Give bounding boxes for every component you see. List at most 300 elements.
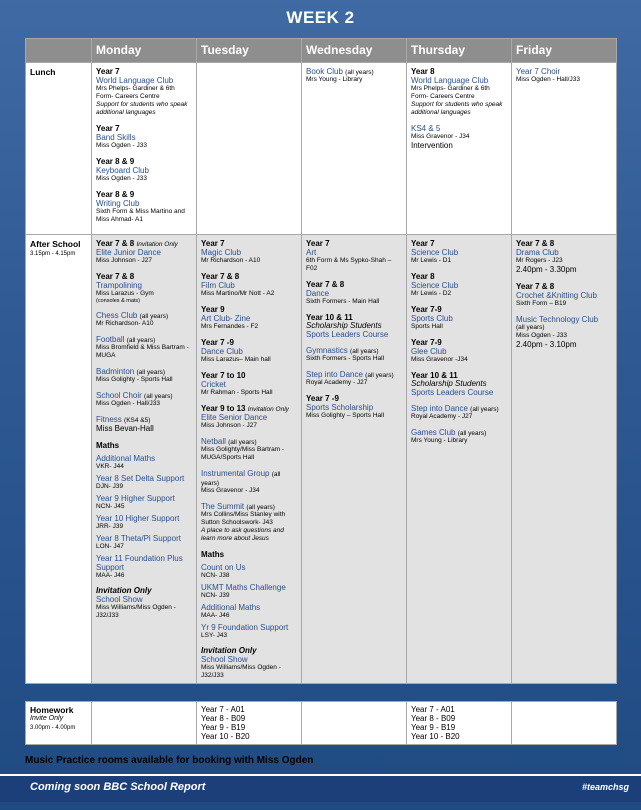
lunch-tuesday (197, 63, 302, 235)
club-name-line (96, 281, 192, 290)
club-entry (96, 190, 192, 224)
club-entry (96, 474, 192, 491)
year-label: Year 7 (306, 239, 330, 248)
club-entry (96, 415, 192, 434)
club-name-line (516, 248, 612, 257)
eligibility-label: (all years) (365, 372, 394, 379)
year-group (516, 282, 612, 291)
invitation-heading: Invitation Only (96, 586, 152, 595)
club-detail: Mr Lewis - D1 (411, 257, 452, 264)
year-label: Year 7 & 8 (201, 272, 240, 281)
club-name[interactable]: Year 7 Choir (516, 67, 561, 76)
club-entry (96, 554, 192, 580)
club-entry (96, 272, 192, 304)
club-name-line (411, 248, 507, 257)
after-monday (92, 235, 197, 684)
after-school-time: 3.15pm - 4.15pm (30, 251, 76, 257)
club-name[interactable]: Glee Club (411, 347, 447, 356)
club-entry (96, 157, 192, 183)
club-detail: Sixth Form – B19 (516, 300, 567, 307)
club-name-line (96, 166, 192, 175)
club-name[interactable]: UKMT Maths Challenge (201, 583, 286, 592)
club-name-line (306, 248, 402, 257)
homework-room: Year 10 - B20 (411, 732, 460, 741)
year-label: Year 7 & 8 (96, 239, 135, 248)
club-name-line (201, 603, 297, 612)
after-school-row (26, 235, 617, 684)
club-name[interactable]: Film Club (201, 281, 235, 290)
club-name-line (96, 335, 192, 344)
club-detail: Mrs Young - Library (411, 437, 468, 444)
year-label: Year 7 (411, 239, 435, 248)
club-detail: NCN- J38 (201, 572, 230, 579)
club-detail: Sixth Formers - Main Hall (306, 298, 380, 305)
club-name[interactable]: Elite Senior Dance (201, 413, 268, 422)
club-name[interactable]: Year 10 Higher Support (96, 514, 180, 523)
club-entry (201, 338, 297, 364)
club-name-line (411, 281, 507, 290)
club-name-line (306, 67, 402, 76)
club-detail: Mr Richardson - A10 (201, 257, 261, 264)
homework-room: Year 9 - B19 (411, 723, 456, 732)
footer-left: Coming soon BBC School Report (30, 781, 206, 793)
club-name[interactable]: KS4 & 5 (411, 124, 441, 133)
club-name-line (516, 291, 612, 300)
lunch-wednesday (302, 63, 407, 235)
club-entry (96, 391, 192, 408)
eligibility-label: (all years) (126, 337, 156, 344)
club-detail: Mr Rahman - Sports Hall (201, 389, 273, 396)
club-detail: Mr Richardson- A10 (96, 320, 154, 327)
homework-monday (92, 702, 197, 745)
club-name-line (96, 474, 192, 483)
club-detail: LSY- J43 (201, 632, 228, 639)
club-name[interactable]: Elite Junior Dance (96, 248, 161, 257)
year-group (201, 305, 297, 314)
club-entry (201, 437, 297, 462)
year-group (201, 272, 297, 281)
club-name[interactable]: Sports Leaders Course (411, 388, 494, 397)
club-name-line (411, 388, 507, 397)
year-label: Year 8 (411, 67, 435, 76)
club-entry (96, 67, 192, 117)
homework-room: Year 8 - B09 (411, 714, 456, 723)
club-name[interactable]: School Show (201, 655, 248, 664)
club-detail: Miss Ogden - J33 (96, 175, 147, 182)
club-name[interactable]: The Summit (201, 502, 245, 511)
club-name[interactable]: Music Technology Club (516, 315, 599, 324)
club-entry (411, 404, 507, 421)
club-name[interactable]: Science Club (411, 248, 459, 257)
club-entry (306, 280, 402, 306)
club-name-line (96, 311, 192, 320)
club-name[interactable]: Drama Club (516, 248, 559, 257)
club-detail: Sixth Form & Miss Martino and Miss Ahmad- A1 (96, 208, 185, 223)
year-label: Year 7 & 8 (516, 239, 555, 248)
homework-room: Year 8 - B09 (201, 714, 246, 723)
club-entry (201, 239, 297, 265)
club-detail: Mrs Collins/Miss Stanley with Sutton Schoolswork- J43 (201, 511, 286, 526)
day-header-thursday: Thursday (407, 39, 512, 63)
club-name-line (201, 502, 297, 511)
year-label: Year 7 & 8 (96, 272, 135, 281)
club-detail: Miss Golighty/Miss Bartram - MUGA/Sports Hall (201, 446, 285, 461)
club-name[interactable]: Dance Club (201, 347, 243, 356)
club-entry (306, 346, 402, 363)
club-detail: DJN- J39 (96, 483, 124, 490)
club-detail: Miss Ogden - J33 (516, 332, 567, 339)
year-label: Year 9 (201, 305, 225, 314)
club-detail: Miss Golighty – Sports Hall (306, 412, 385, 419)
club-name[interactable]: Sports Scholarship (306, 403, 374, 412)
club-name-line (201, 281, 297, 290)
club-name-line (201, 469, 297, 487)
club-name-line (411, 347, 507, 356)
club-name[interactable]: Sports Club (411, 314, 453, 323)
homework-label: Homework (30, 705, 74, 715)
club-name-line (516, 67, 612, 76)
eligibility-label: (all years) (246, 504, 275, 511)
club-entry (201, 469, 297, 495)
club-detail: Miss Bevan-Hall (96, 424, 154, 433)
year-label: Year 7-9 (411, 338, 442, 347)
club-entry (96, 454, 192, 471)
year-group (411, 67, 507, 76)
club-entry (201, 272, 297, 298)
club-entry (516, 282, 612, 308)
eligibility-label: (all years) (139, 313, 169, 320)
club-detail: Miss Johnson - J27 (201, 422, 257, 429)
club-name[interactable]: Magic Club (201, 248, 242, 257)
club-description: Support for students who speak additional languages (96, 101, 188, 116)
club-entry (201, 563, 297, 580)
year-label: Year 9 to 13 (201, 404, 246, 413)
after-school-label: After School (30, 239, 81, 249)
club-name-line (96, 554, 192, 572)
club-name-line (516, 315, 612, 324)
homework-room: Year 7 - A01 (201, 705, 245, 714)
year-label: Year 7 -9 (201, 338, 234, 347)
club-name-line (411, 428, 507, 437)
club-name[interactable]: Step into Dance (306, 370, 363, 379)
year-group (201, 371, 297, 380)
club-detail: Miss Golighty - Sports Hall (96, 376, 173, 383)
club-detail: LON- J47 (96, 543, 124, 550)
year-group (96, 272, 192, 281)
club-entry (96, 367, 192, 384)
day-header-monday: Monday (92, 39, 197, 63)
club-detail: Miss Martino/Mr Nott - A2 (201, 290, 275, 297)
club-name[interactable]: Cricket (201, 380, 226, 389)
eligibility-label: (all years) (144, 393, 173, 400)
club-name[interactable]: Book Club (306, 67, 343, 76)
after-school-row-header (26, 235, 92, 684)
club-name-line (306, 370, 402, 379)
club-name[interactable]: Gymnastics (306, 346, 348, 355)
club-name[interactable]: Crochet &Knitting Club (516, 291, 597, 300)
club-name-line (201, 248, 297, 257)
club-name[interactable]: Sports Leaders Course (306, 330, 389, 339)
club-detail: Miss Larazus– Main hall (201, 356, 271, 363)
club-name[interactable]: Chess Club (96, 311, 138, 320)
year-group (411, 272, 507, 281)
club-name-line (411, 76, 507, 85)
club-name[interactable]: Keyboard Club (96, 166, 149, 175)
club-name[interactable]: Instrumental Group (201, 469, 270, 478)
after-thursday (407, 235, 512, 684)
eligibility-label: (all years) (228, 439, 257, 446)
club-entry (306, 239, 402, 273)
club-name-line (201, 563, 297, 572)
club-detail: Miss Gravenor -J34 (411, 356, 468, 363)
homework-thursday (407, 702, 512, 745)
lunch-monday (92, 63, 197, 235)
club-entry (201, 404, 297, 430)
club-name[interactable]: Band Skills (96, 133, 136, 142)
club-name-line (96, 415, 192, 424)
club-detail: MAA- J46 (96, 572, 125, 579)
club-detail: Miss Bromfield & Miss Bartram - MUGA (96, 344, 189, 359)
club-name[interactable]: Writing Club (96, 199, 140, 208)
club-name-line (411, 314, 507, 323)
club-name[interactable]: Step into Dance (411, 404, 468, 413)
club-detail: MAA- J46 (201, 612, 230, 619)
club-name[interactable]: Dance (306, 289, 330, 298)
club-name[interactable]: Year 9 Higher Support (96, 494, 175, 503)
club-entry (96, 311, 192, 328)
club-name[interactable]: Year 8 Theta/Pi Support (96, 534, 181, 543)
homework-tuesday (197, 702, 302, 745)
club-name[interactable]: Science Club (411, 281, 459, 290)
lunch-thursday (407, 63, 512, 235)
homework-table (25, 701, 617, 745)
club-name-line (306, 346, 402, 355)
day-header-friday: Friday (512, 39, 617, 63)
year-label: Year 7 (96, 124, 120, 133)
homework-sub: Invite Only (30, 715, 64, 722)
club-entry (411, 272, 507, 298)
club-name[interactable]: Additional Maths (96, 454, 156, 463)
year-group (96, 67, 192, 76)
club-name-line (411, 124, 507, 133)
club-detail: Sixth Formers - Sports Hall (306, 355, 385, 362)
eligibility-label: (KS4 &5) (124, 417, 151, 424)
club-detail: Mr Rogers - J23 (516, 257, 563, 264)
club-name[interactable]: World Language Club (96, 76, 174, 85)
homework-row (26, 702, 617, 745)
club-name[interactable]: Year 8 Set Delta Support (96, 474, 185, 483)
club-name[interactable]: School Show (96, 595, 143, 604)
eligibility-label: (all years) (345, 69, 374, 76)
club-detail: Miss Ogden - Hall/J33 (96, 400, 160, 407)
lunch-row-header (26, 63, 92, 235)
club-time: 2.40pm - 3.30pm (516, 265, 577, 274)
day-header-wednesday: Wednesday (302, 39, 407, 63)
club-entry (96, 124, 192, 150)
club-detail: VKR- J44 (96, 463, 124, 470)
year-group (96, 157, 192, 166)
maths-heading: Maths (96, 441, 120, 450)
club-detail: Royal Academy - J27 (411, 413, 473, 420)
club-entry (96, 335, 192, 360)
club-detail: Sports Hall (411, 323, 443, 330)
club-detail: Mrs Phelps- Gardiner & 6th Form- Careers Centre (96, 85, 175, 100)
club-name[interactable]: Fitness (96, 415, 122, 424)
club-detail: NCN- J39 (201, 592, 230, 599)
club-entry (96, 239, 192, 265)
homework-time: 3.00pm - 4.00pm (30, 725, 76, 731)
club-detail: 6th Form & Ms Sypko-Shah – F02 (306, 257, 392, 272)
invitation-only-label: Invitation Only (247, 406, 289, 413)
club-name-line (201, 437, 297, 446)
club-name-line (96, 248, 192, 257)
club-name[interactable]: School Choir (96, 391, 142, 400)
club-time: Intervention (411, 141, 453, 150)
club-detail: Miss Johnson - J27 (96, 257, 152, 264)
year-label: Year 7 & 8 (306, 280, 345, 289)
eligibility-label: (all years) (470, 406, 499, 413)
club-entry (411, 338, 507, 364)
club-entry (411, 67, 507, 117)
corner-cell (26, 39, 92, 63)
club-entry (411, 371, 507, 397)
club-name[interactable]: Netball (201, 437, 226, 446)
club-detail: Mrs Fernandes - F2 (201, 323, 259, 330)
club-name[interactable]: Football (96, 335, 125, 344)
after-tuesday (197, 235, 302, 684)
club-entry (201, 305, 297, 331)
maths-heading: Maths (201, 550, 225, 559)
year-group (411, 338, 507, 347)
year-label: Year 7-9 (411, 305, 442, 314)
year-group (306, 394, 402, 403)
year-group (516, 239, 612, 248)
year-label: Year 8 & 9 (96, 190, 135, 199)
club-entry (411, 305, 507, 331)
club-name[interactable]: Year 11 Foundation Plus Support (96, 554, 183, 572)
club-name[interactable]: Trampolining (96, 281, 142, 290)
club-name[interactable]: Art Club- Zine (201, 314, 251, 323)
club-name-line (201, 380, 297, 389)
club-detail: Miss Gravenor - J34 (201, 487, 260, 494)
club-name[interactable]: Art (306, 248, 317, 257)
club-entry (96, 494, 192, 511)
club-description: Support for students who speak additional languages (411, 101, 503, 116)
club-detail: JRR- J39 (96, 523, 124, 530)
year-group (411, 305, 507, 314)
club-entry (516, 239, 612, 275)
club-detail: Mrs Phelps- Gardiner & 6th Form- Careers Centre (411, 85, 490, 100)
year-group (306, 239, 402, 248)
club-name-line (96, 534, 192, 543)
year-group (411, 239, 507, 248)
club-entry (306, 370, 402, 387)
year-label: Year 8 (411, 272, 435, 281)
club-name[interactable]: Yr 9 Foundation Support (201, 623, 289, 632)
year-label: Year 10 & 11 (306, 313, 353, 322)
club-name-line (96, 514, 192, 523)
club-note: (consoles & mats) (96, 298, 141, 304)
club-entry (411, 239, 507, 265)
day-header-tuesday: Tuesday (197, 39, 302, 63)
homework-room: Year 9 - B19 (201, 723, 246, 732)
club-name[interactable]: World Language Club (411, 76, 489, 85)
scholarship-label: Scholarship Students (306, 321, 382, 330)
year-label: Year 7 (201, 239, 225, 248)
footer-hashtag: #teamchsg (581, 782, 629, 792)
club-entry (516, 67, 612, 84)
eligibility-label: (all years) (201, 471, 281, 487)
year-group (201, 239, 297, 248)
invitation-only-label: Invitation Only (136, 241, 178, 248)
lunch-friday (512, 63, 617, 235)
club-detail: Miss Gravenor - J34 (411, 133, 470, 140)
club-entry (201, 623, 297, 640)
club-description: A place to ask questions and learn more about Jesus (201, 527, 284, 542)
club-name-line (96, 494, 192, 503)
club-detail: Miss Ogden - J33 (96, 142, 147, 149)
club-entry (306, 394, 402, 420)
club-detail: Miss Ogden - Hall/J33 (516, 76, 580, 83)
club-name-line (201, 413, 297, 422)
club-name[interactable]: Count on Us (201, 563, 246, 572)
year-label: Year 7 to 10 (201, 371, 246, 380)
club-name[interactable]: Additional Maths (201, 603, 261, 612)
club-name-line (96, 367, 192, 376)
club-name-line (201, 583, 297, 592)
club-name[interactable]: Badminton (96, 367, 135, 376)
club-entry (306, 313, 402, 339)
club-name-line (201, 314, 297, 323)
year-label: Year 7 & 8 (516, 282, 555, 291)
club-name-line (306, 403, 402, 412)
club-name-line (96, 199, 192, 208)
club-entry (411, 124, 507, 151)
club-name-line (96, 133, 192, 142)
homework-wednesday (302, 702, 407, 745)
header-row (26, 39, 617, 63)
club-detail: Miss Williams/Miss Ogden - J32/J33 (96, 604, 176, 619)
club-entry (411, 428, 507, 445)
club-detail: Mrs Young - Library (306, 76, 363, 83)
year-label: Year 7 -9 (306, 394, 339, 403)
club-name-line (96, 391, 192, 400)
eligibility-label: (all years) (457, 430, 487, 437)
year-group (201, 338, 297, 347)
year-group (201, 404, 297, 413)
club-detail: Miss Larazus - Gym (96, 290, 154, 297)
timetable (25, 38, 617, 684)
club-time: 2.40pm - 3.10pm (516, 340, 577, 349)
lunch-row (26, 63, 617, 235)
after-wednesday (302, 235, 407, 684)
year-label: Year 7 (96, 67, 120, 76)
year-group (96, 239, 192, 248)
club-detail: Mr Lewis - D2 (411, 290, 452, 297)
club-name[interactable]: Games Club (411, 428, 456, 437)
scholarship-label: Scholarship Students (411, 379, 487, 388)
year-label: Year 8 & 9 (96, 157, 135, 166)
club-name-line (411, 404, 507, 413)
eligibility-label: (all years) (350, 348, 379, 355)
homework-room: Year 10 - B20 (201, 732, 250, 741)
club-name-line (306, 330, 402, 339)
club-name-line (96, 76, 192, 85)
eligibility-label: (all years) (136, 369, 166, 376)
year-group (96, 124, 192, 133)
club-entry (201, 583, 297, 600)
club-name-line (201, 347, 297, 356)
